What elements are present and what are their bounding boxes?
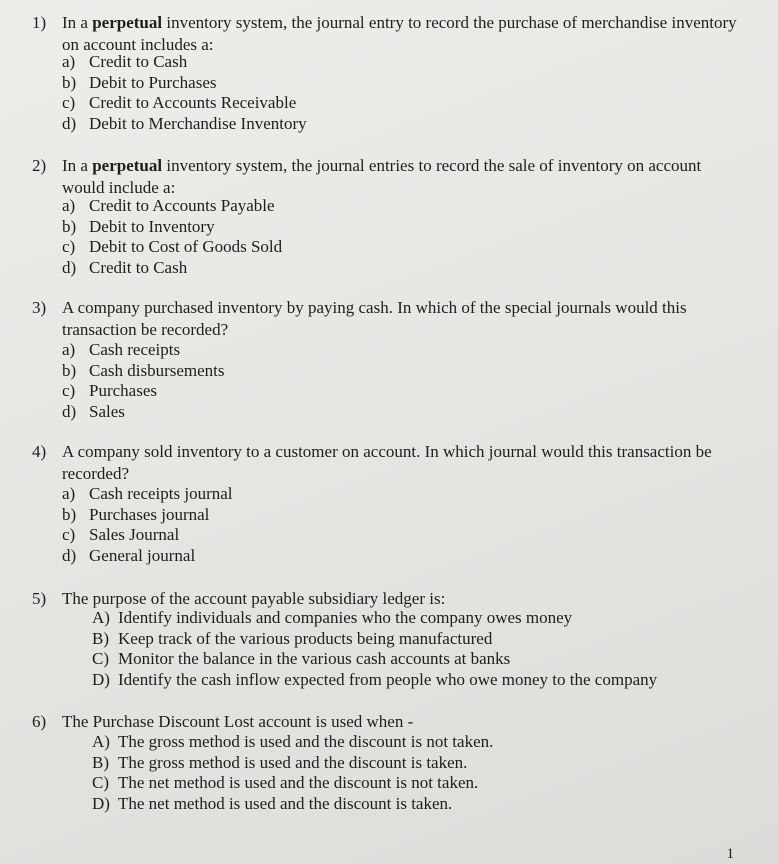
option-c: C) Monitor the balance in the various cash accounts at banks xyxy=(92,649,511,669)
option-c: C) The net method is used and the discount is not taken. xyxy=(92,773,479,793)
question-number: 5) xyxy=(32,589,47,608)
option-b: B) The gross method is used and the discount is taken. xyxy=(92,752,468,772)
question-number: 6) xyxy=(32,712,47,731)
option-a: A) Identify individuals and companies who the company owes money xyxy=(92,608,573,627)
question-number: 4) xyxy=(32,442,47,461)
question-6 xyxy=(0,711,760,821)
options-list xyxy=(62,52,307,135)
question-number: 2) xyxy=(32,156,47,175)
option-d: d) Debit to Merchandise Inventory xyxy=(62,114,307,134)
option-b: b) Debit to Purchases xyxy=(62,72,217,92)
question-4 xyxy=(0,441,760,571)
option-c: c) Debit to Cost of Goods Sold xyxy=(62,237,283,257)
option-d: d) Credit to Cash xyxy=(62,258,188,278)
question-number: 1) xyxy=(32,13,47,32)
options-list xyxy=(62,196,282,279)
option-a: a) Cash receipts xyxy=(62,340,181,359)
option-b: b) Debit to Inventory xyxy=(62,216,215,236)
emphasis-word: perpetual xyxy=(92,156,163,175)
options-list xyxy=(62,340,225,423)
option-d: D) The net method is used and the discount is taken. xyxy=(92,794,453,814)
question-5 xyxy=(0,588,760,698)
question-stem: A company sold inventory to a customer on account. In which journal would this transaction be recorded? xyxy=(62,442,712,483)
question-2 xyxy=(0,155,760,280)
option-c: c) Purchases xyxy=(62,381,157,401)
option-c: c) Credit to Accounts Receivable xyxy=(62,93,297,113)
options-list xyxy=(62,484,233,567)
option-a: a) Credit to Cash xyxy=(62,52,188,71)
option-d: D) Identify the cash inflow expected from people who owe money to the company xyxy=(92,670,658,690)
option-a: a) Credit to Accounts Payable xyxy=(62,196,275,215)
option-b: B) Keep track of the various products being manufactured xyxy=(92,628,493,648)
question-stem: The purpose of the account payable subsidiary ledger is: xyxy=(62,589,446,608)
option-b: b) Cash disbursements xyxy=(62,360,225,380)
option-d: d) General journal xyxy=(62,546,196,566)
emphasis-word: perpetual xyxy=(92,13,163,32)
question-number: 3) xyxy=(32,298,47,317)
option-a: a) Cash receipts journal xyxy=(62,484,233,503)
question-stem: A company purchased inventory by paying cash. In which of the special journals would this transaction be recorded? xyxy=(62,298,687,339)
question-1 xyxy=(0,12,760,137)
question-stem: The Purchase Discount Lost account is used when - xyxy=(62,712,414,731)
options-list xyxy=(92,732,493,815)
option-a: A) The gross method is used and the discount is not taken. xyxy=(92,732,494,751)
page-number: 1 xyxy=(726,846,734,862)
option-b: b) Purchases journal xyxy=(62,504,210,524)
question-stem: In a perpetual inventory system, the journal entry to record the purchase of merchandise inventory on account includes a: xyxy=(62,13,737,54)
option-d: d) Sales xyxy=(62,402,125,422)
question-stem: In a perpetual inventory system, the journal entries to record the sale of inventory on account would include a: xyxy=(62,156,702,197)
options-list xyxy=(92,608,657,691)
option-c: c) Sales Journal xyxy=(62,525,180,545)
question-3 xyxy=(0,297,760,422)
